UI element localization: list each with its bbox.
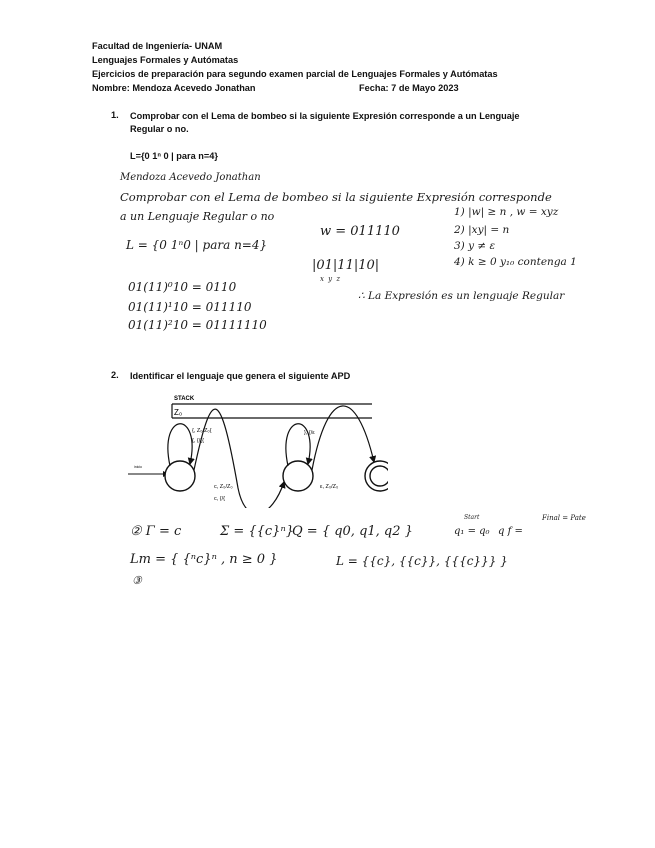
stack-label: STACK	[174, 396, 195, 402]
exercise2-statement: Identificar el lenguaje que genera el siguiente APD	[130, 371, 351, 381]
hw1-split-marks: x y z	[320, 275, 342, 283]
hw2-l-set: L = {{c}, {{c}}, {{{c}}} }	[336, 554, 508, 568]
exercise2-handwritten-scan	[124, 510, 606, 586]
hw1-cond3: 3) y ≠ ε	[454, 240, 496, 252]
transition-q0-q1-label-a: c, Z₀/Z₀	[214, 484, 233, 490]
transition-q1-q2	[312, 406, 374, 470]
exercise1-statement	[130, 110, 570, 136]
hw1-statement1: Comprobar con el Lema de bombeo si la siguiente Expresión corresponde	[120, 190, 552, 204]
loop-q0-label-b: {, {/{{	[192, 438, 204, 444]
hw2-final-note: Final = Pate	[542, 514, 586, 522]
hw2-sigma: Σ = {{c}ⁿ}	[220, 524, 294, 539]
hw1-cond2: 2) |xy| = n	[454, 224, 510, 236]
loop-q1-label: }, {/ε	[304, 430, 315, 436]
transition-q0-q1-label-b: c, {/{	[214, 496, 226, 502]
exercise2-number: 2.	[111, 370, 119, 380]
hw2-start: q₁ = q₀	[454, 526, 490, 537]
apd-diagram	[128, 388, 388, 508]
exercise1-statement-line2: Regular o no.	[130, 124, 189, 134]
stack-z0: Z₀	[174, 408, 183, 417]
state-q2-final	[365, 461, 388, 491]
hw1-statement2: a un Lenguaje Regular o no	[120, 210, 275, 223]
header-course: Lenguajes Formales y Autómatas	[92, 55, 239, 65]
hw2-lm: Lm = { {ⁿc}ⁿ , n ≥ 0 }	[130, 552, 278, 567]
exercise1-language: L={0 1ⁿ 0 | para n=4}	[130, 151, 218, 161]
hw2-start-note: Start	[464, 514, 480, 521]
hw2-final: q f =	[498, 526, 523, 537]
transition-q1-q2-label: ε, Z₀/Z₀	[320, 484, 339, 490]
hw1-w: w = 011110	[320, 224, 400, 239]
exercise1-handwritten-scan	[118, 168, 594, 340]
header-school: Facultad de Ingeniería- UNAM	[92, 41, 223, 51]
exercise1-statement-line1: Comprobar con el Lema de bombeo si la siguiente Expresión corresponde a un Lenguaje	[130, 111, 520, 121]
start-label: inicio	[134, 465, 142, 469]
hw1-name: Mendoza Acevedo Jonathan	[120, 172, 261, 183]
hw1-step1: 01(11)¹10 = 011110	[128, 300, 252, 314]
exercise1-number: 1.	[111, 110, 119, 120]
header-date: Fecha: 7 de Mayo 2023	[359, 83, 459, 93]
hw1-language: L = {0 1ⁿ0 | para n=4}	[126, 238, 268, 252]
header-title: Ejercicios de preparación para segundo examen parcial de Lenguajes Formales y Autómatas	[92, 69, 498, 79]
hw1-cond1: 1) |w| ≥ n , w = xyz	[454, 206, 559, 218]
hw1-step2: 01(11)²10 = 01111110	[128, 318, 267, 332]
hw2-states: Q = { q0, q1, q2 }	[292, 524, 413, 539]
hw2-gamma: ② Γ = c	[130, 524, 182, 539]
hw1-split: |01|11|10|	[312, 258, 380, 273]
hw1-step0: 01(11)⁰10 = 0110	[128, 280, 237, 294]
loop-q0	[168, 424, 192, 466]
hw1-cond4: 4) k ≥ 0 y₁₀ contenga 1	[454, 256, 577, 268]
loop-q0-label-a: {, Z₀/Z₀{	[192, 428, 212, 434]
transition-q0-q1	[194, 409, 284, 508]
hw1-conclusion: ∴ La Expresión es un lenguaje Regular	[358, 290, 565, 302]
header-name: Nombre: Mendoza Acevedo Jonathan	[92, 83, 256, 93]
hw2-next: ③	[132, 574, 142, 586]
